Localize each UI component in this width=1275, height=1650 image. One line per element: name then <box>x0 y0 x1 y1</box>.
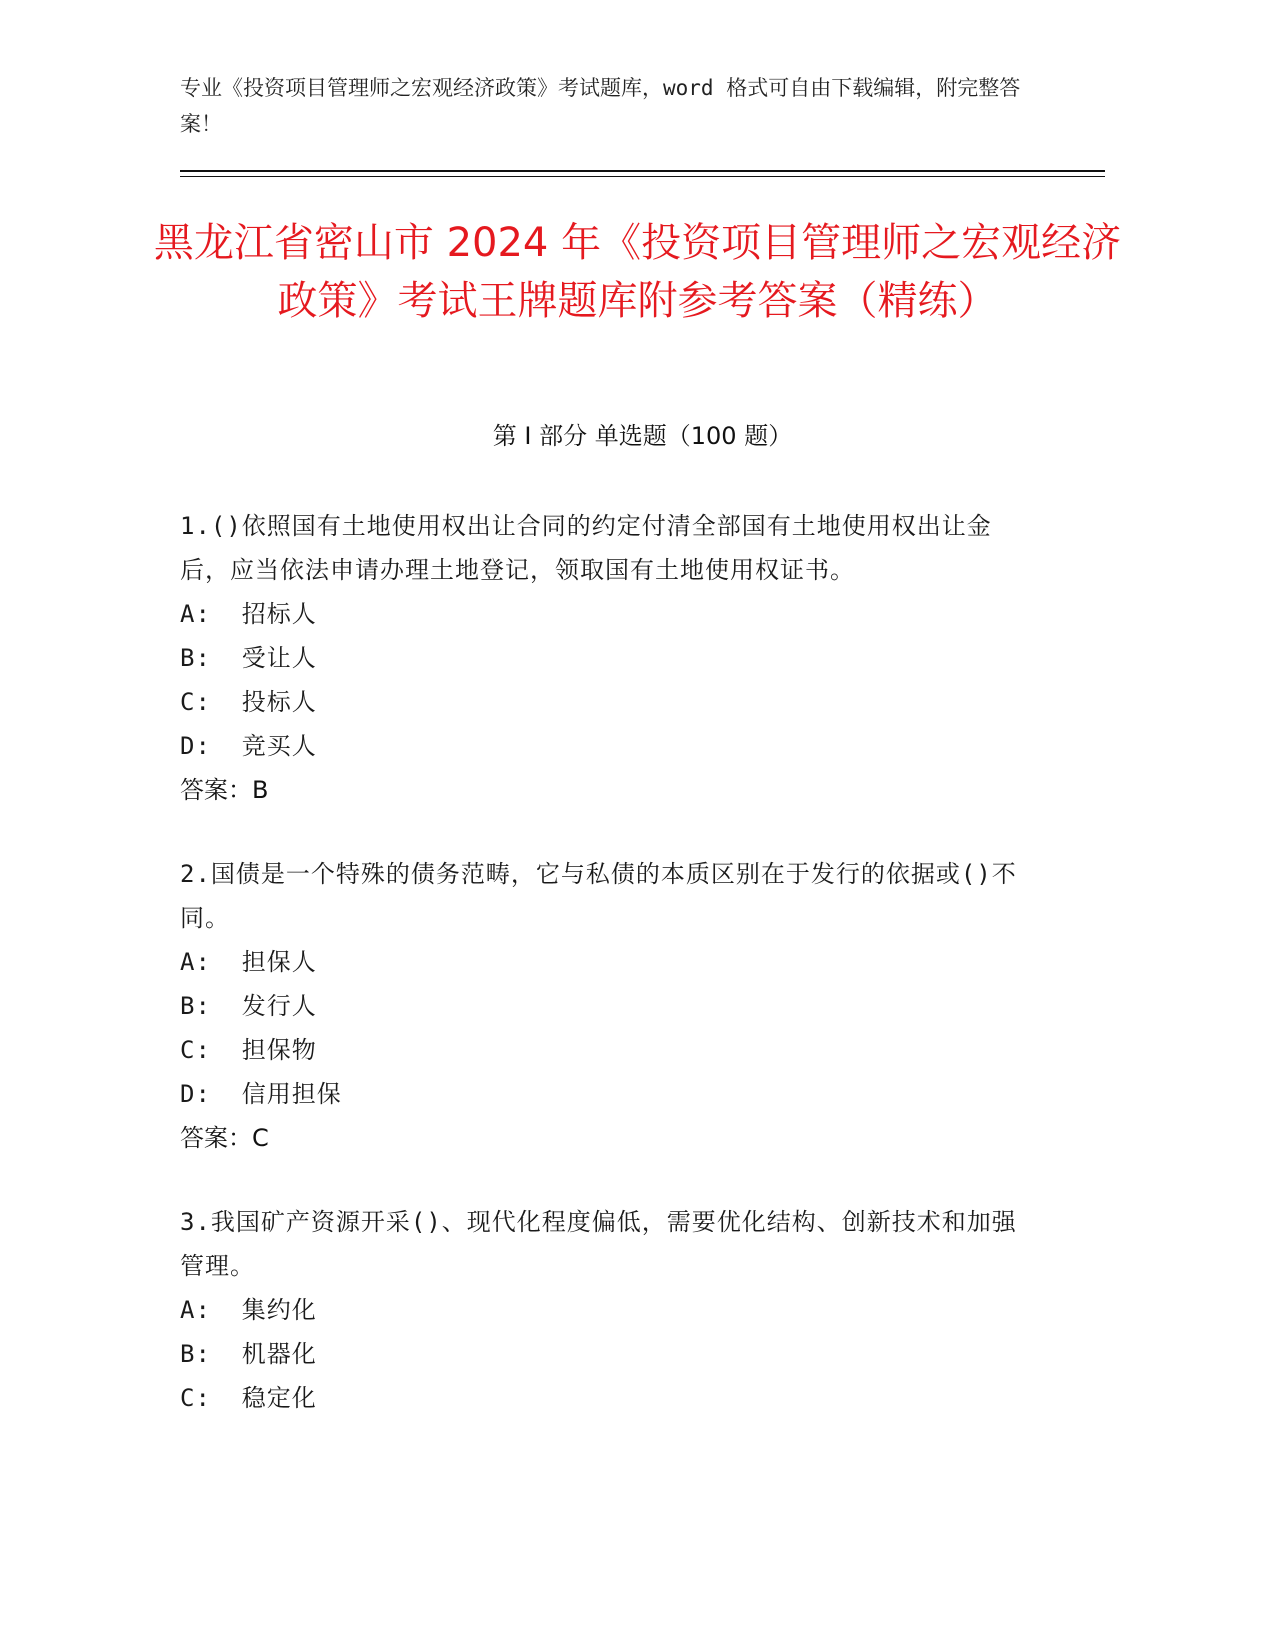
document-title: 黑龙江省密山市 2024 年《投资项目管理师之宏观经济政策》考试王牌题库附参考答案（精练） <box>153 220 1122 324</box>
option-b: B: 机器化 <box>180 1340 317 1368</box>
option-a: A: 招标人 <box>180 600 317 628</box>
question-item <box>180 1200 1020 1420</box>
question-stem: 2.国债是一个特殊的债务范畴，它与私债的本质区别在于发行的依据或()不同。 <box>180 860 1017 932</box>
option-b: B: 发行人 <box>180 992 317 1020</box>
answer-line: 答案：C <box>180 1124 269 1152</box>
option-a: A: 担保人 <box>180 948 317 976</box>
option-c: C: 担保物 <box>180 1036 317 1064</box>
question-item <box>180 852 1020 1160</box>
option-d: D: 信用担保 <box>180 1080 342 1108</box>
answer-line: 答案：B <box>180 776 269 804</box>
question-stem: 3.我国矿产资源开采()、现代化程度偏低，需要优化结构、创新技术和加强管理。 <box>180 1208 1017 1280</box>
header-note: 专业《投资项目管理师之宏观经济政策》考试题库，word 格式可自由下载编辑，附完整答案！ <box>180 76 1021 136</box>
option-c: C: 稳定化 <box>180 1384 317 1412</box>
option-c: C: 投标人 <box>180 688 317 716</box>
question-stem: 1.()依照国有土地使用权出让合同的约定付清全部国有土地使用权出让金后，应当依法申请办理土地登记，领取国有土地使用权证书。 <box>180 512 992 584</box>
option-b: B: 受让人 <box>180 644 317 672</box>
question-item <box>180 504 1020 812</box>
question-list <box>180 504 1020 1460</box>
option-a: A: 集约化 <box>180 1296 317 1324</box>
section-title: 第 I 部分 单选题（100 题） <box>492 422 793 450</box>
header-divider-thin <box>180 176 1105 177</box>
option-d: D: 竞买人 <box>180 732 317 760</box>
header-divider-thick <box>180 170 1105 172</box>
